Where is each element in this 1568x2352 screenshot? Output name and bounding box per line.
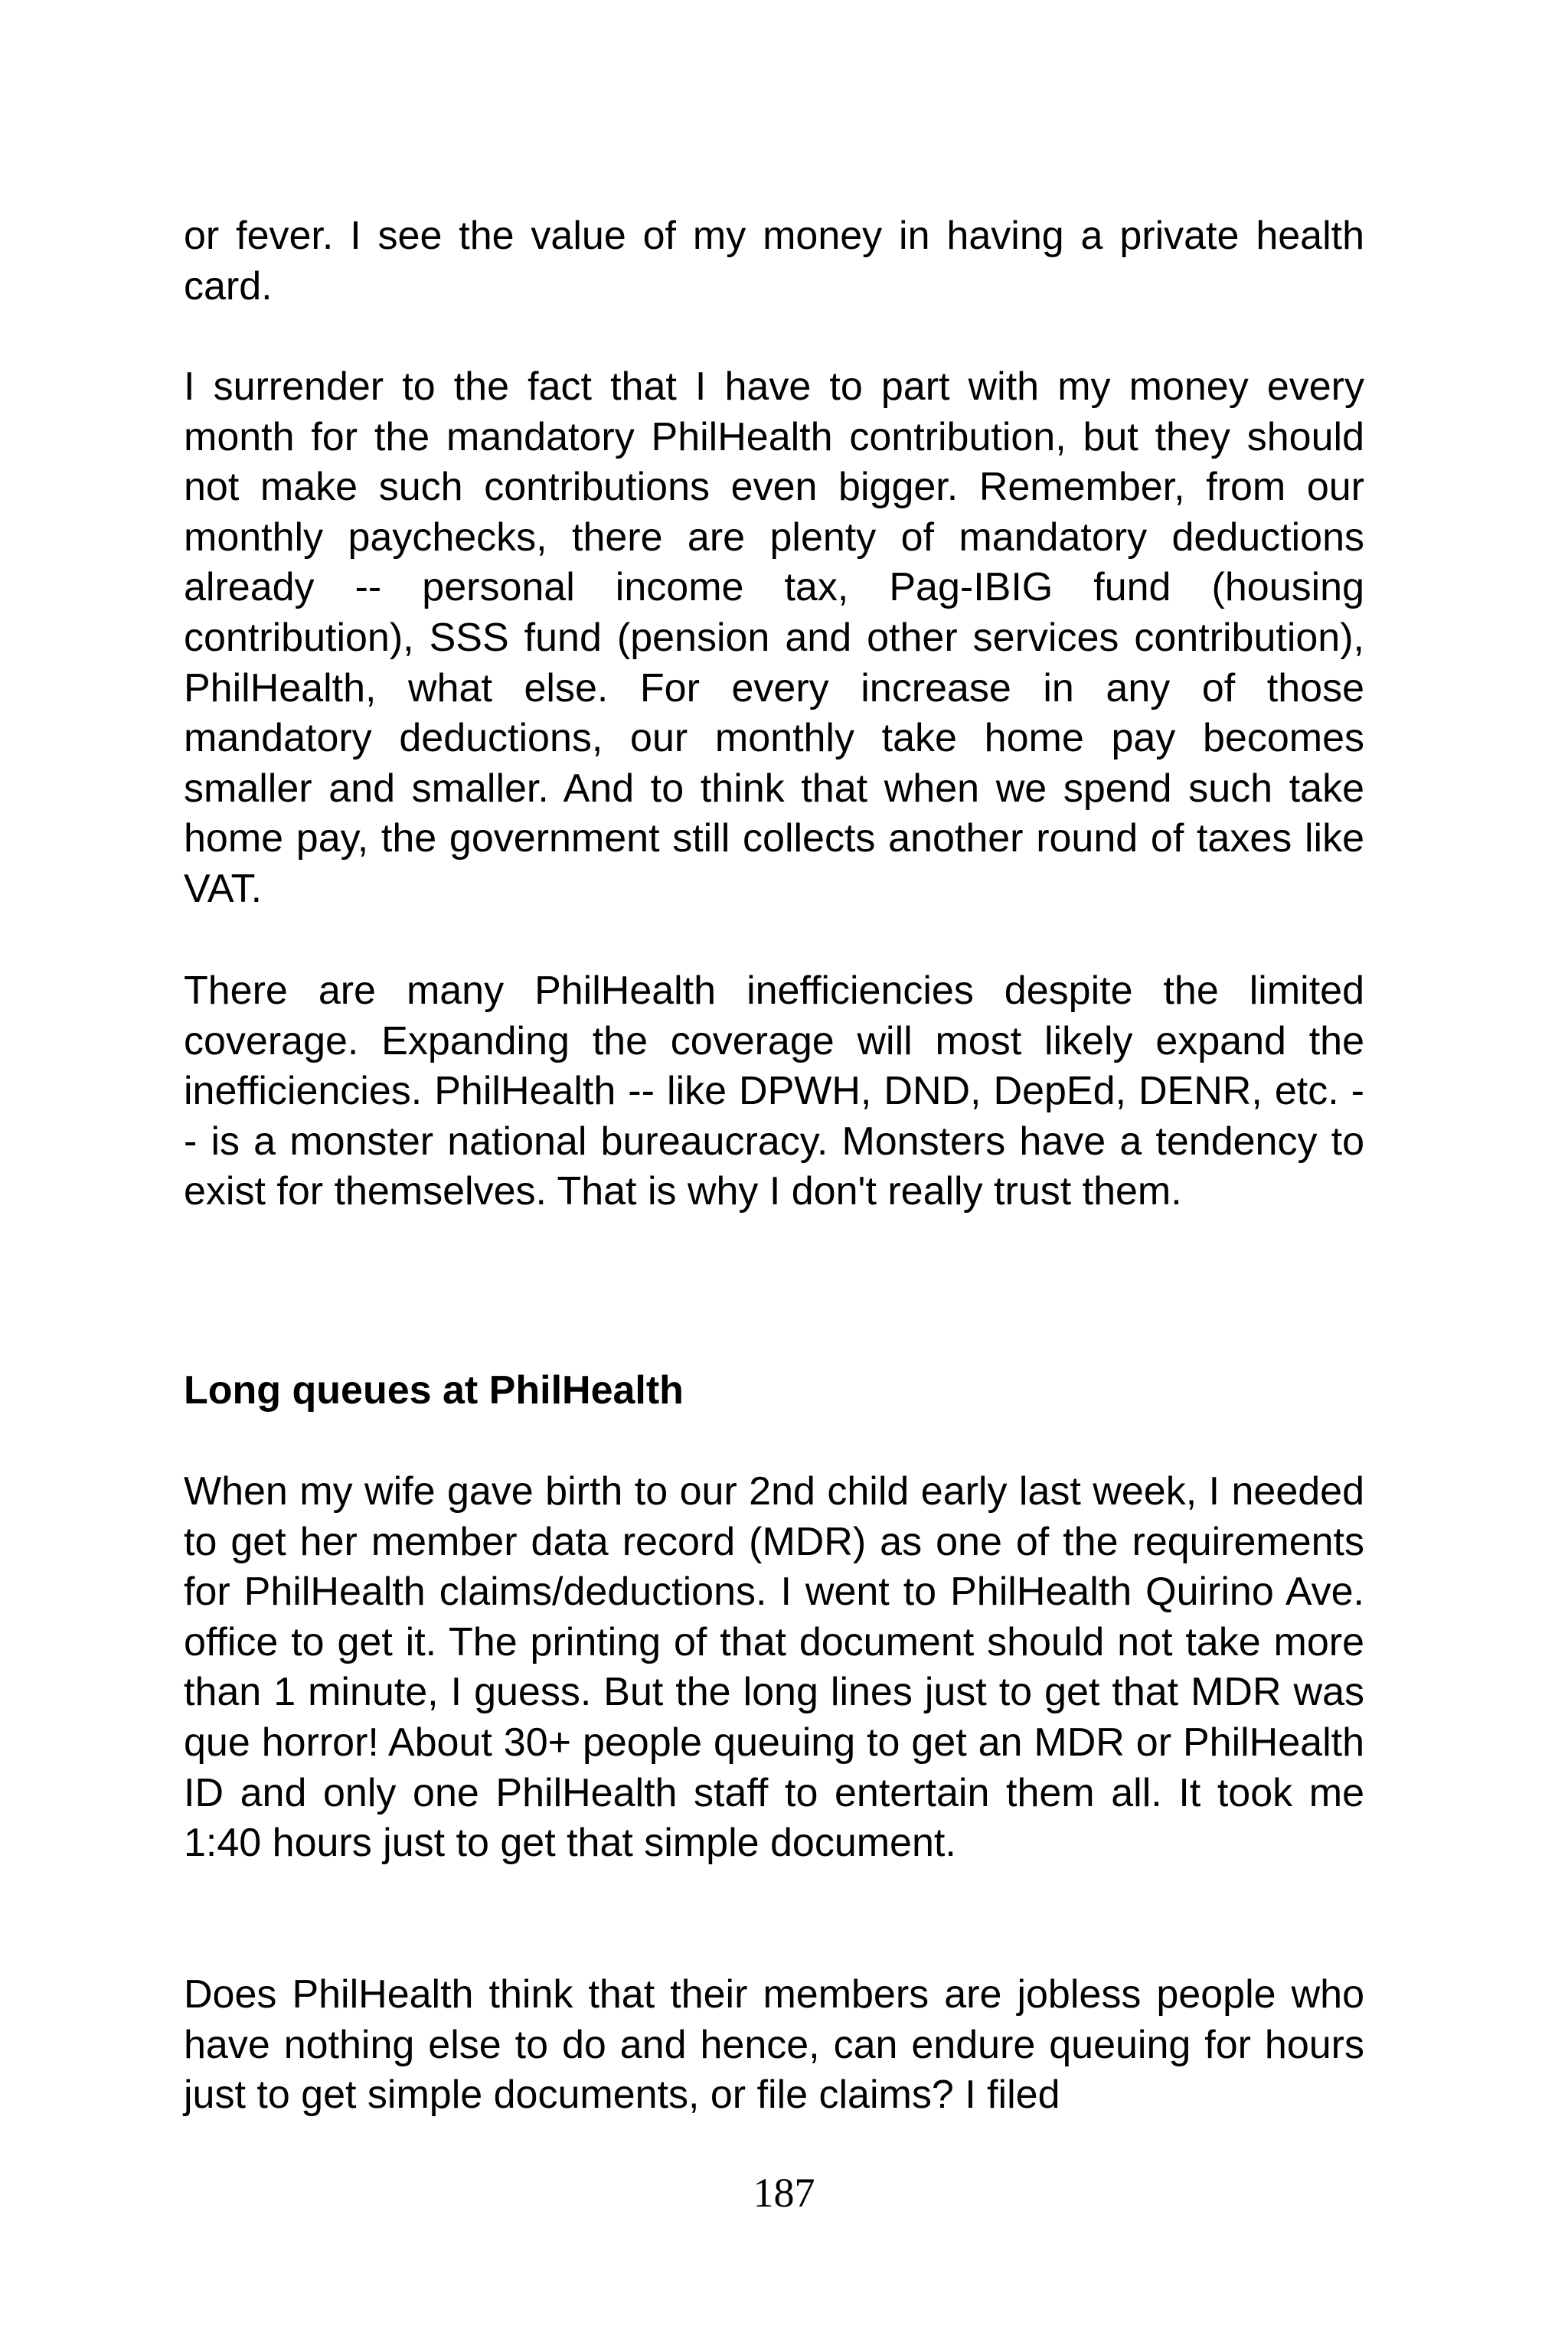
paragraph-3: There are many PhilHealth inefficiencies despite the limited coverage. Expanding the coverage will most likely expand the inefficiencies. PhilHealth -- like DPWH, DND, DepEd, DENR, etc. -- is a monster national bureaucracy. Monsters have a tendency to exist for themselves. That is why I don't really trust them. [184,969,1364,1214]
paragraph-5: Does PhilHealth think that their members are jobless people who have nothing else to do and hence, can endure queuing for hours just to get simple documents, or file claims? I filed [184,1972,1364,2118]
section-heading: Long queues at PhilHealth [184,1368,684,1413]
paragraph-1: or fever. I see the value of my money in having a private health card. [184,214,1364,309]
paragraph-2: I surrender to the fact that I have to part with my money every month for the mandatory PhilHealth contribution, but they should not make such contributions even bigger. Remember, from our monthly paychecks, there are plenty of mandatory deductions already -- personal income tax, Pag-IBIG fund (housing contribution), SSS fund (pension and other services contribution), PhilHealth, what else. For every increase in any of those mandatory deductions, our monthly take home pay becomes smaller and smaller. And to think that when we spend such take home pay, the government still collects another round of taxes like VAT. [184,364,1364,911]
page-number: 187 [753,2170,815,2216]
paragraph-4: When my wife gave birth to our 2nd child early last week, I needed to get her member data record (MDR) as one of the requirements for PhilHealth claims/deductions. I went to PhilHealth Quirino Ave. office to get it. The printing of that document should not take more than 1 minute, I guess. But the long lines just to get that MDR was que horror! About 30+ people queuing to get an MDR or PhilHealth ID and only one PhilHealth staff to entertain them all. It took me 1:40 hours just to get that simple document. [184,1469,1364,1866]
